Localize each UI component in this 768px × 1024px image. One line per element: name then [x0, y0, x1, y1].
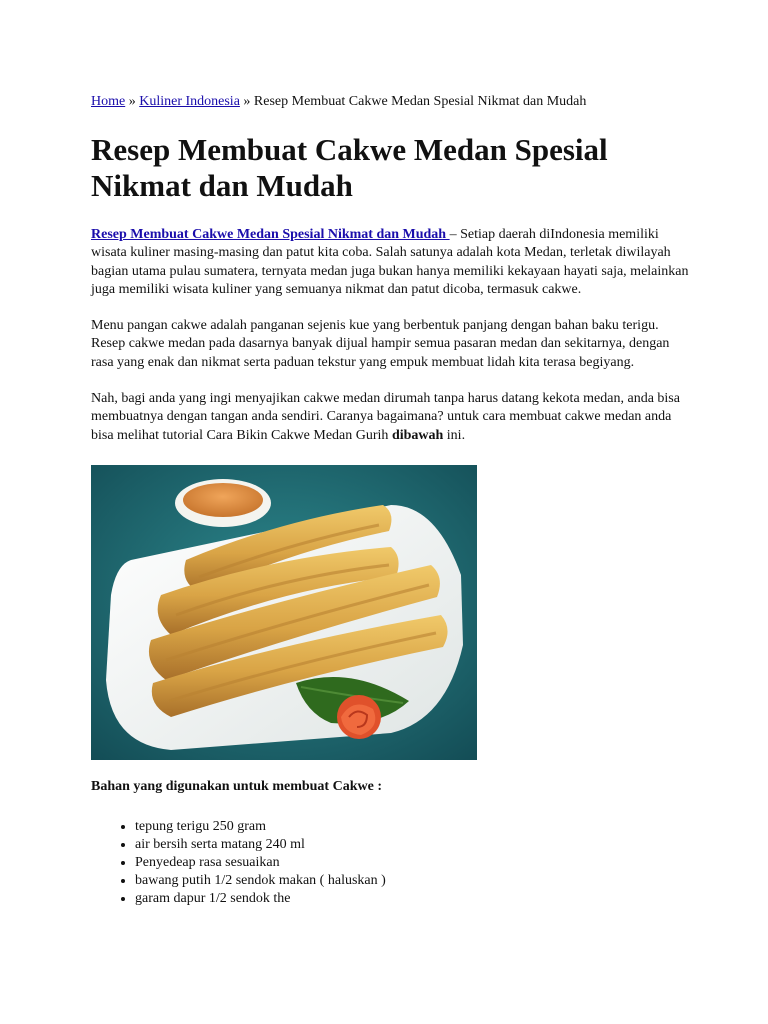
paragraph-3-end: ini.	[443, 427, 466, 443]
tomato-rose	[337, 695, 381, 739]
breadcrumb-separator: »	[125, 94, 140, 109]
ingredients-list	[91, 818, 691, 908]
paragraph-3-bold: dibawah	[391, 427, 444, 443]
list-item: • tepung terigu 250 gram	[135, 818, 691, 836]
list-item: • air bersih serta matang 240 ml	[135, 836, 691, 854]
cakwe-photo	[91, 465, 477, 760]
page-title-line1: Resep Membuat Cakwe Medan Spesial	[91, 132, 608, 167]
ingredients-heading: Bahan yang digunakan untuk membuat Cakwe :	[91, 778, 382, 794]
breadcrumb	[91, 92, 691, 112]
list-item: • bawang putih 1/2 sendok makan ( haluskan )	[135, 872, 691, 890]
paragraph-3-text: Nah, bagi anda yang ingi menyajikan cakwe medan dirumah tanpa harus datang kekota medan, anda bisa membuatnya dengan tangan anda sendiri. Caranya bagaimana? untuk cara membuat cakwe medan anda bisa melihat tutorial Cara Bikin Cakwe Medan Gurih	[91, 391, 680, 443]
paragraph-2: Menu pangan cakwe adalah panganan sejenis kue yang berbentuk panjang dengan bahan baku terigu. Resep cakwe medan pada dasarnya banyak dijual hampir semua pasaran medan dan sekitarnya, dengan rasa yang enak dan nikmat serta paduan tekstur yang empuk membuat lidah kita terasa begiyang.	[91, 318, 670, 370]
breadcrumb-current: Resep Membuat Cakwe Medan Spesial Nikmat dan Mudah	[253, 94, 587, 109]
paragraph-3	[91, 390, 691, 445]
page-title-line2: Nikmat dan Mudah	[91, 168, 353, 203]
breadcrumb-separator: »	[239, 94, 254, 109]
sauce	[183, 483, 263, 517]
article-lead-link[interactable]: Resep Membuat Cakwe Medan Spesial Nikmat dan Mudah	[91, 227, 450, 242]
list-item: • garam dapur 1/2 sendok the	[135, 890, 691, 908]
breadcrumb-home-link[interactable]: Home	[91, 94, 126, 109]
page-title	[91, 132, 691, 204]
breadcrumb-category-link[interactable]: Kuliner Indonesia	[139, 94, 240, 109]
intro-text: – Setiap daerah diIndonesia memiliki wisata kuliner masing-masing dan patut kita coba. Salah satunya adalah kota Medan, terletak diwilayah bagian utama pulau sumatera, ternyata medan juga bukan hanya memiliki kekayaan hayati saja, melainkan juga memiliki wisata kuliner yang semuanya nikmat dan patut dicoba, termasuk cakwe.	[91, 227, 689, 297]
intro-paragraph	[91, 226, 691, 299]
article-page	[91, 92, 691, 908]
list-item: • Penyedeap rasa sesuaikan	[135, 854, 691, 872]
